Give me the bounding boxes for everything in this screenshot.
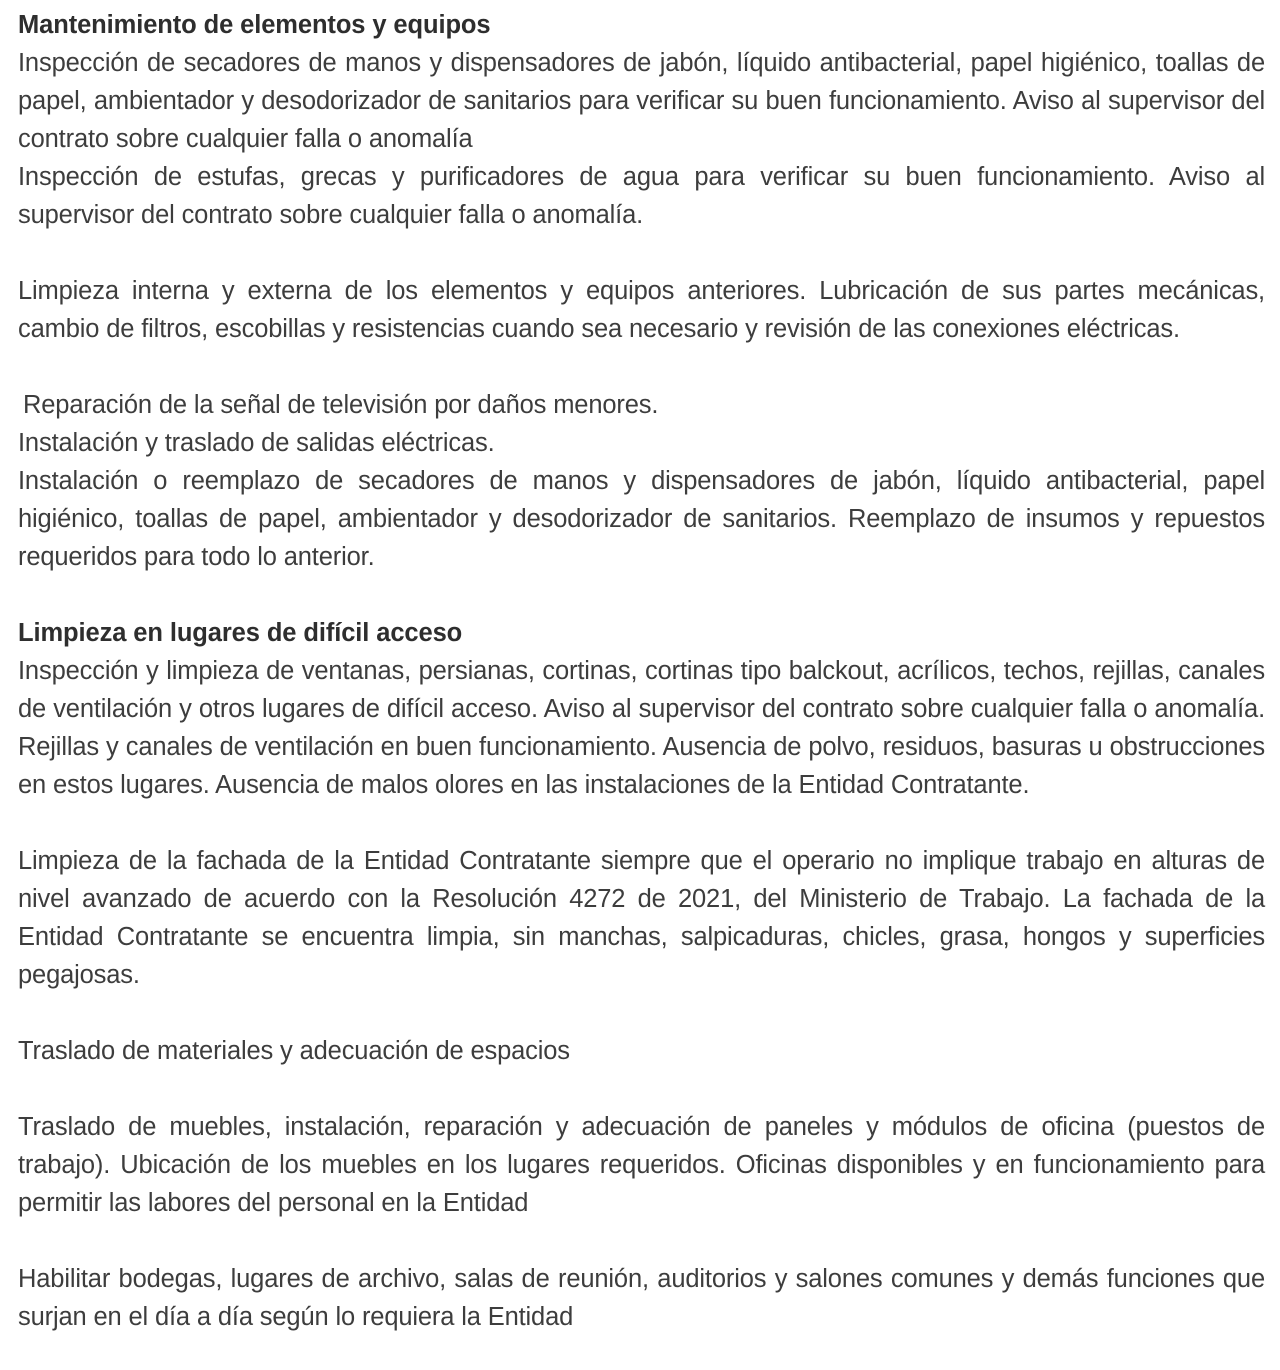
paragraph-inspeccion-estufas: Inspección de estufas, grecas y purificadores de agua para verificar su buen funcionamiento. Aviso al supervisor del contrato sobre cualquier falla o anomalía. bbox=[18, 163, 1265, 229]
paragraph-inspeccion-ventanas: Inspección y limpieza de ventanas, persianas, cortinas, cortinas tipo balckout, acrílicos, techos, rejillas, canales de ventilación y otros lugares de difícil acceso. Aviso al supervisor del contrato sobre cualquier falla o anomalía. Rejillas y canales de ventilación en buen funcionamiento. Ausencia de polvo, residuos, basuras u obstrucciones en estos lugares. Ausencia de malos olores en las instalaciones de la Entidad Contratante. bbox=[18, 657, 1265, 799]
section-heading-limpieza-dificil-acceso: Limpieza en lugares de difícil acceso bbox=[18, 619, 463, 647]
paragraph-inspeccion-secadores: Inspección de secadores de manos y dispensadores de jabón, líquido antibacterial, papel higiénico, toallas de papel, ambientador y desodorizador de sanitarios para verificar su buen funcionamiento. Aviso al supervisor del contrato sobre cualquier falla o anomalía bbox=[18, 49, 1265, 153]
paragraph-spacer bbox=[18, 994, 1265, 1032]
paragraph-traslado-materiales: Traslado de materiales y adecuación de espacios bbox=[18, 1037, 570, 1065]
paragraph-instalacion-reemplazo: Instalación o reemplazo de secadores de manos y dispensadores de jabón, líquido antibacterial, papel higiénico, toallas de papel, ambientador y desodorizador de sanitarios. Reemplazo de insumos y repuestos requeridos para todo lo anterior. bbox=[18, 467, 1265, 571]
paragraph-spacer bbox=[18, 1222, 1265, 1260]
paragraph-spacer bbox=[18, 576, 1265, 614]
paragraph-limpieza-interna: Limpieza interna y externa de los elementos y equipos anteriores. Lubricación de sus partes mecánicas, cambio de filtros, escobillas y resistencias cuando sea necesario y revisión de las conexiones eléctricas. bbox=[18, 277, 1265, 343]
paragraph-reparacion-senal: Reparación de la señal de televisión por daños menores. bbox=[23, 391, 659, 419]
paragraph-instalacion-salidas: Instalación y traslado de salidas eléctricas. bbox=[18, 429, 495, 457]
document-body bbox=[18, 6, 1265, 1336]
paragraph-spacer bbox=[18, 804, 1265, 842]
paragraph-habilitar-bodegas: Habilitar bodegas, lugares de archivo, salas de reunión, auditorios y salones comunes y demás funciones que surjan en el día a día según lo requiera la Entidad bbox=[18, 1265, 1265, 1331]
paragraph-spacer bbox=[18, 234, 1265, 272]
paragraph-spacer bbox=[18, 348, 1265, 386]
paragraph-traslado-muebles: Traslado de muebles, instalación, reparación y adecuación de paneles y módulos de oficina (puestos de trabajo). Ubicación de los muebles en los lugares requeridos. Oficinas disponibles y en funcionamiento para permitir las labores del personal en la Entidad bbox=[18, 1113, 1265, 1217]
paragraph-limpieza-fachada: Limpieza de la fachada de la Entidad Contratante siempre que el operario no implique trabajo en alturas de nivel avanzado de acuerdo con la Resolución 4272 de 2021, del Ministerio de Trabajo. La fachada de la Entidad Contratante se encuentra limpia, sin manchas, salpicaduras, chicles, grasa, hongos y superficies pegajosas. bbox=[18, 847, 1265, 989]
section-heading-mantenimiento: Mantenimiento de elementos y equipos bbox=[18, 11, 491, 39]
paragraph-spacer bbox=[18, 1070, 1265, 1108]
